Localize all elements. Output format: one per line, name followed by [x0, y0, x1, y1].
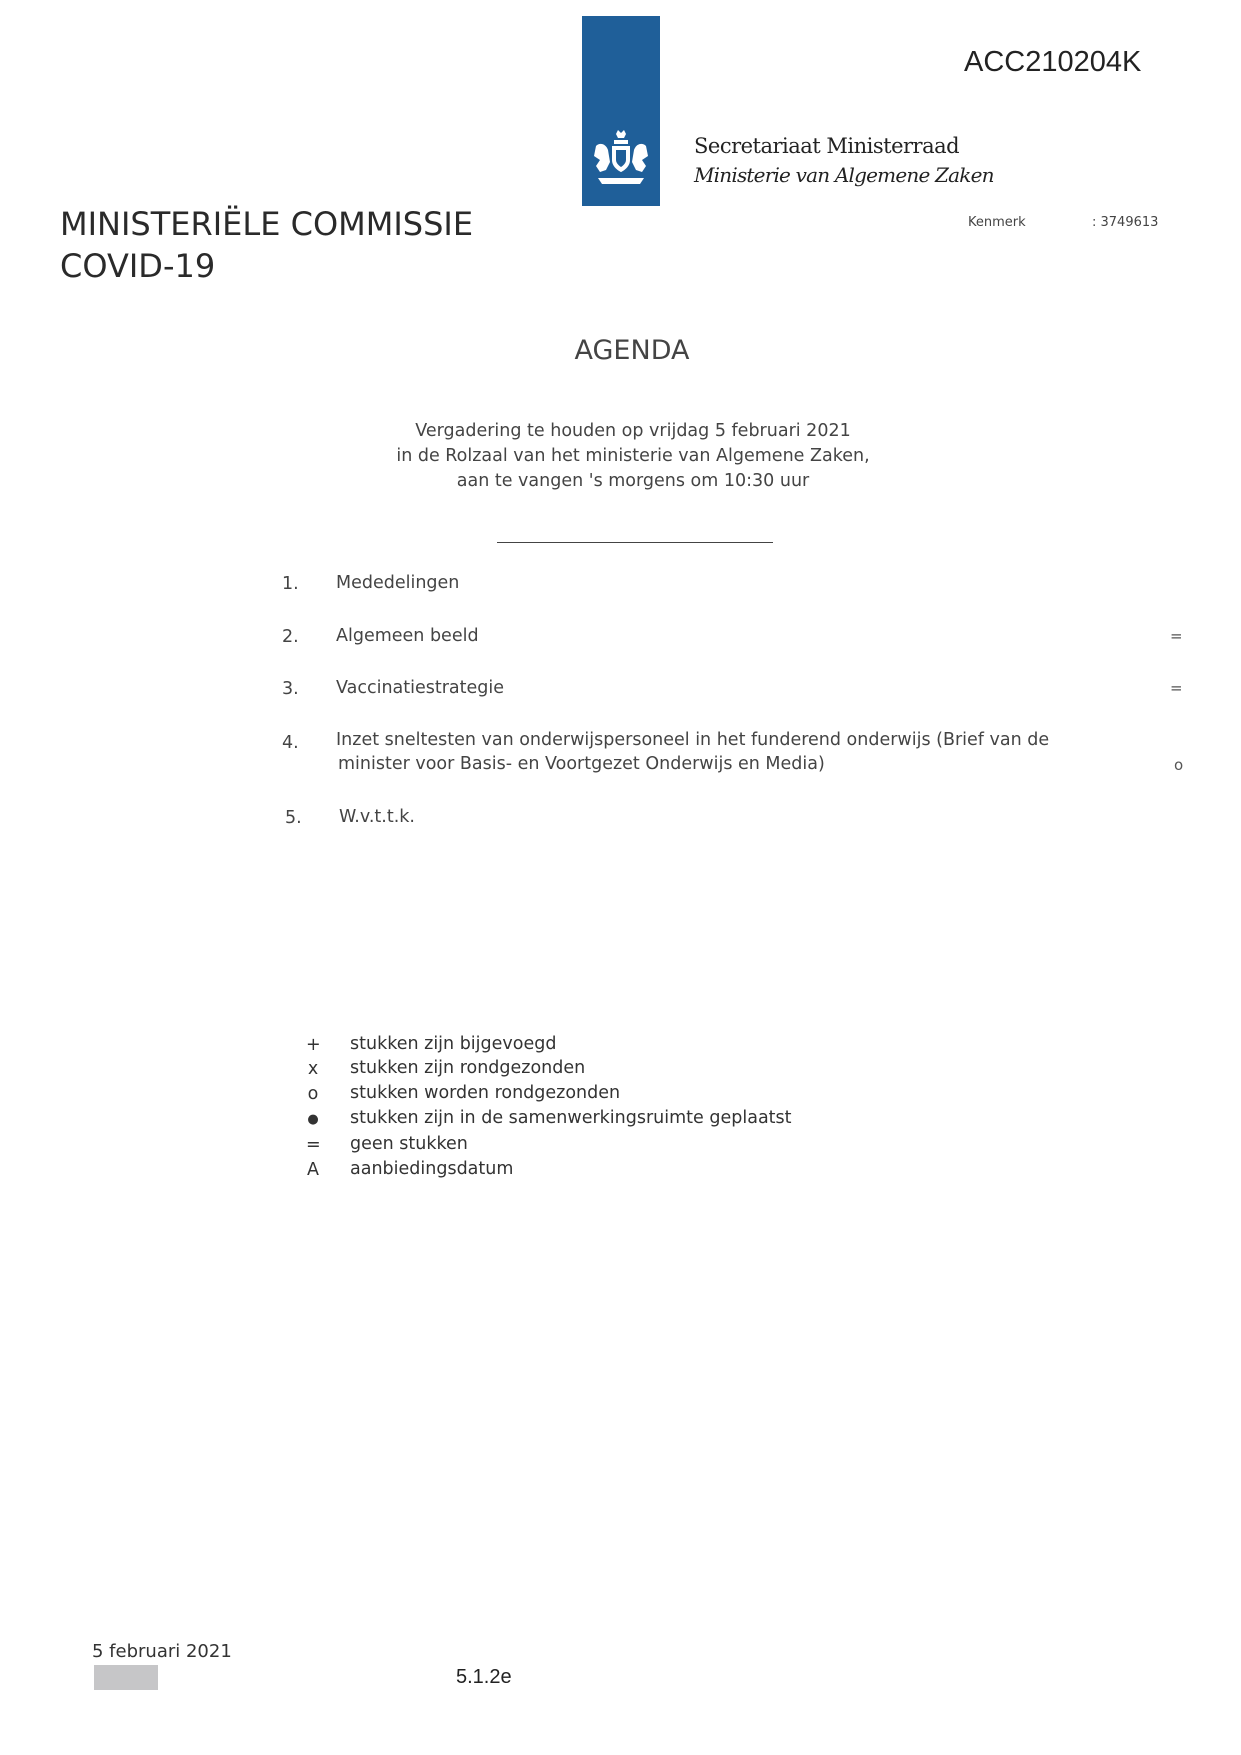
legend-symbol: o — [307, 1084, 319, 1104]
agenda-item-marker: = — [1170, 679, 1183, 697]
legend-text: stukken worden rondgezonden — [350, 1083, 621, 1103]
meeting-location-line: in de Rolzaal van het ministerie van Algemene Zaken, — [396, 446, 870, 466]
agenda-item-text: Algemeen beeld — [336, 626, 479, 646]
legend-symbol: A — [307, 1160, 319, 1180]
document-id: ACC210204K — [964, 46, 1142, 78]
meeting-time-line: aan te vangen 's morgens om 10:30 uur — [456, 471, 810, 491]
agenda-item-number: 5. — [285, 808, 302, 828]
legend-symbol: = — [306, 1135, 321, 1155]
meeting-date-line: Vergadering te houden op vrijdag 5 februari 2021 — [415, 421, 851, 441]
legend-symbol: x — [307, 1059, 319, 1079]
coat-of-arms-icon — [590, 128, 652, 188]
agenda-item-marker: o — [1174, 756, 1184, 774]
legend-symbol: + — [306, 1035, 321, 1055]
ministry-name: Ministerie van Algemene Zaken — [694, 163, 994, 187]
rijksoverheid-logo — [582, 16, 660, 206]
agenda-item-number: 1. — [282, 574, 299, 594]
redaction-box — [94, 1665, 158, 1690]
divider — [497, 542, 773, 543]
agenda-item-text: Vaccinatiestrategie — [336, 678, 505, 698]
legend-text: aanbiedingsdatum — [350, 1159, 514, 1179]
agenda-item-number: 3. — [282, 679, 299, 699]
agenda-heading: AGENDA — [574, 335, 690, 366]
agenda-item-number: 2. — [282, 627, 299, 647]
agenda-item-text-continued: minister voor Basis- en Voortgezet Onderwijs en Media) — [338, 754, 825, 774]
legend-text: geen stukken — [350, 1134, 468, 1154]
legend-symbol: ● — [307, 1112, 319, 1127]
legend-text: stukken zijn in de samenwerkingsruimte geplaatst — [350, 1108, 792, 1128]
agenda-item-number: 4. — [282, 733, 299, 753]
kenmerk-value: : 3749613 — [1092, 215, 1159, 230]
committee-title: MINISTERIËLE COMMISSIE — [60, 205, 474, 243]
footer-date: 5 februari 2021 — [92, 1641, 232, 1662]
organization-name: Secretariaat Ministerraad — [694, 134, 960, 158]
agenda-item-text: Mededelingen — [336, 573, 460, 593]
redaction-code: 5.1.2e — [456, 1666, 512, 1688]
legend-text: stukken zijn bijgevoegd — [350, 1034, 557, 1054]
agenda-item-text: W.v.t.t.k. — [339, 807, 415, 827]
agenda-item-marker: = — [1170, 627, 1183, 645]
kenmerk-label: Kenmerk — [968, 215, 1026, 230]
committee-subtitle: COVID-19 — [60, 247, 216, 285]
legend-text: stukken zijn rondgezonden — [350, 1058, 586, 1078]
agenda-item-text: Inzet sneltesten van onderwijspersoneel in het funderend onderwijs (Brief van de — [336, 730, 1050, 750]
